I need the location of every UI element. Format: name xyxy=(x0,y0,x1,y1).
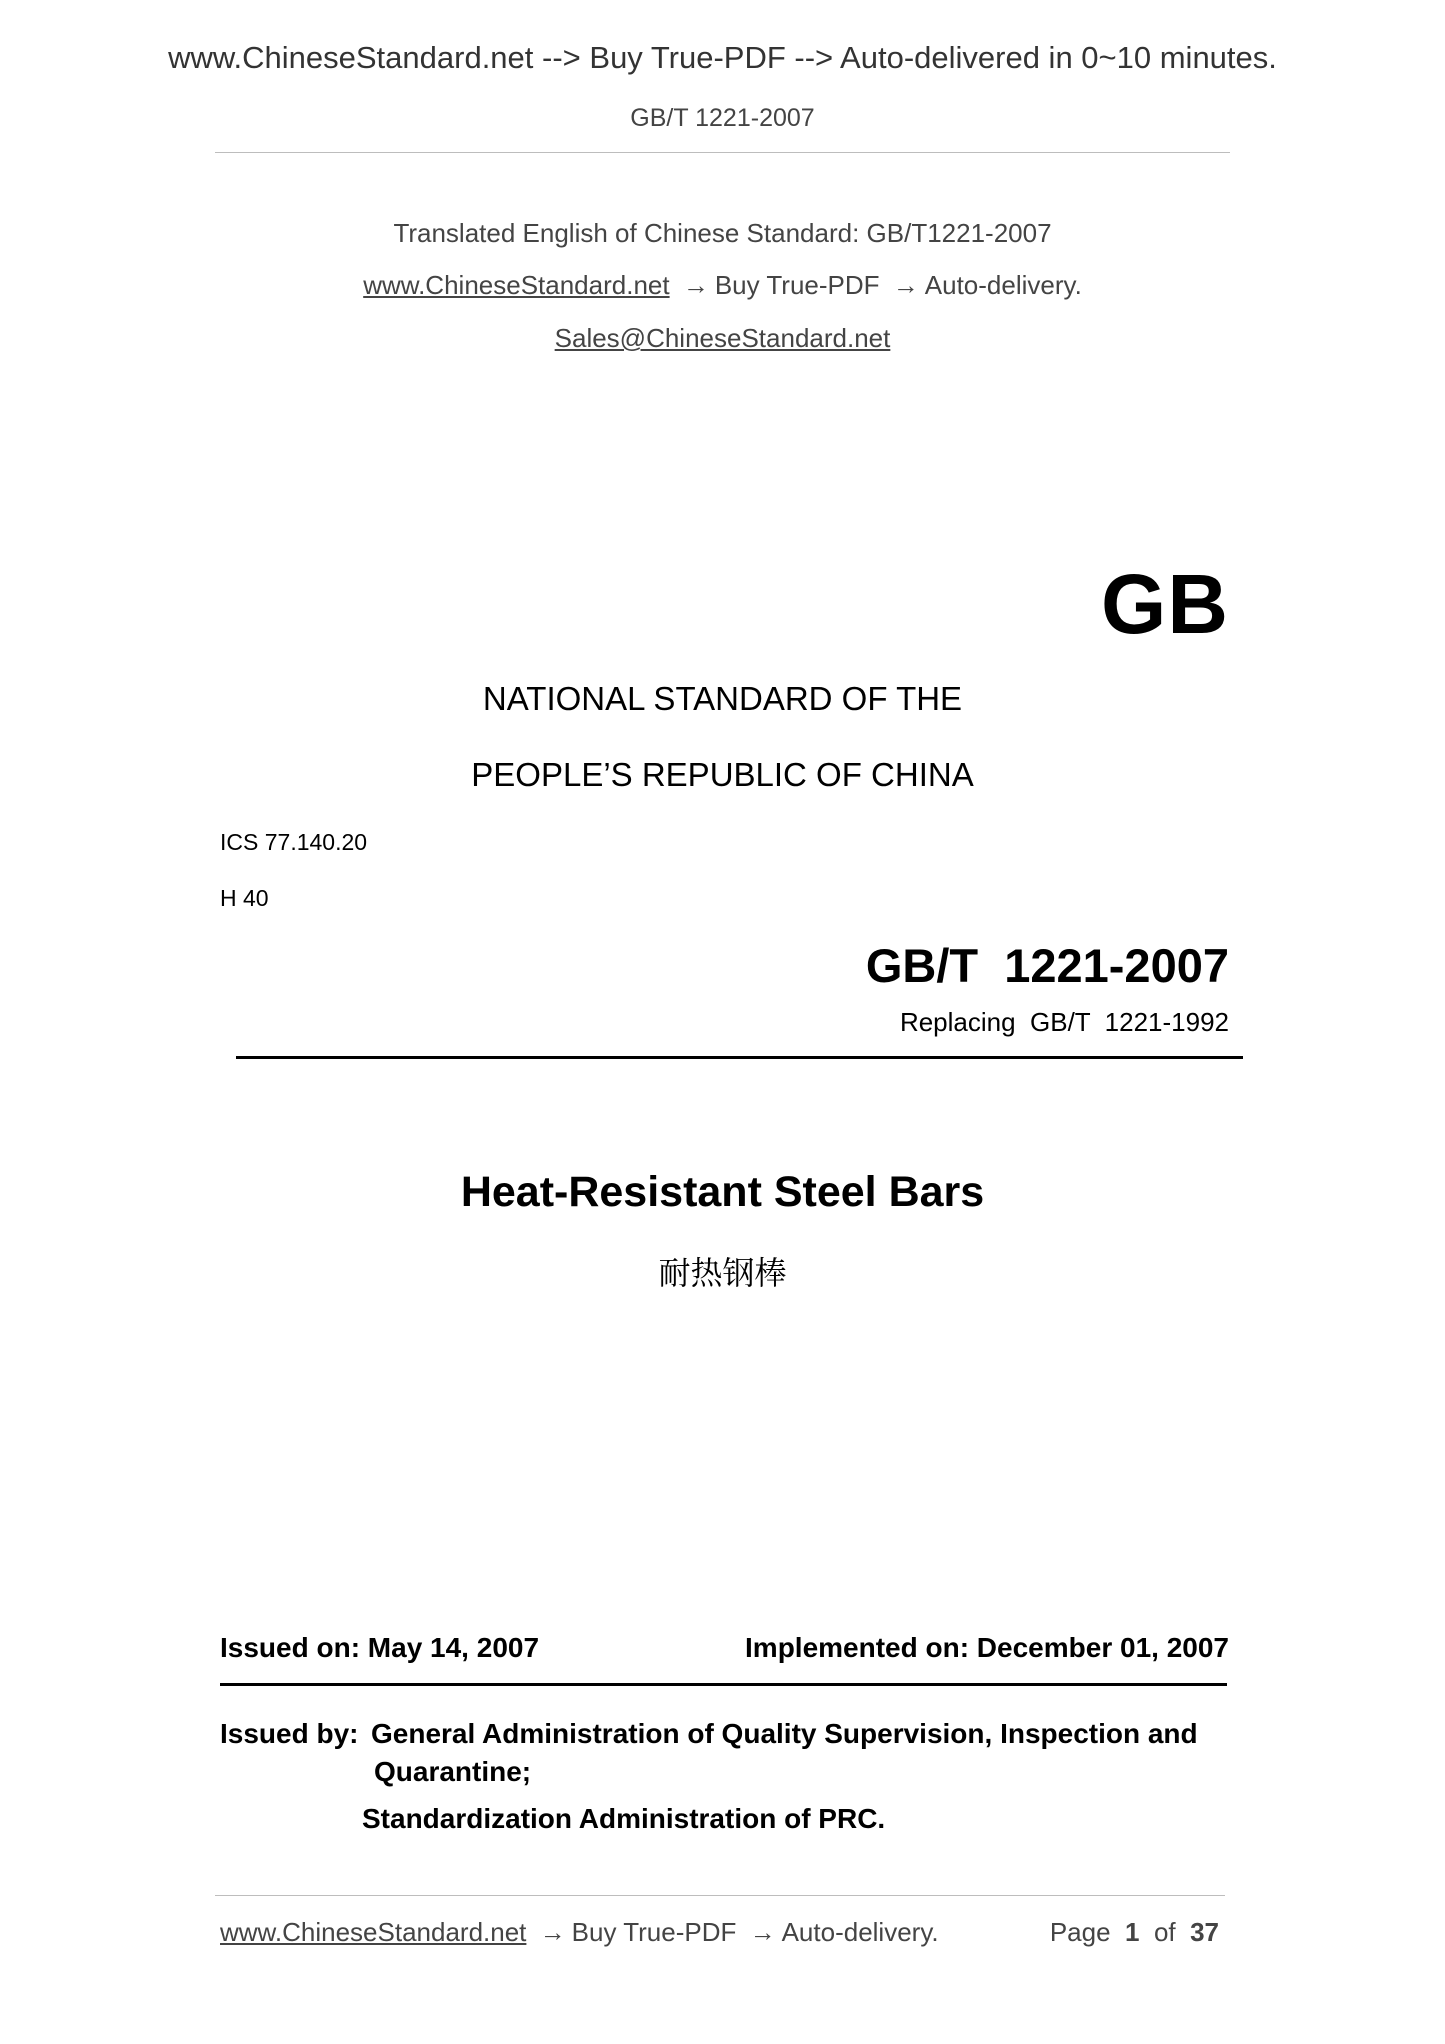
translated-line: Translated English of Chinese Standard: GB/T1221-2007 xyxy=(393,218,1052,248)
cover-top-rule xyxy=(236,1056,1243,1059)
footer-divider xyxy=(215,1895,1225,1896)
arrow-right-icon: → xyxy=(539,1917,566,1947)
issuer-1-line1: General Administration of Quality Supervision, Inspection and xyxy=(371,1718,1198,1749)
issued-on-date: Issued on: May 14, 2007 xyxy=(220,1632,540,1663)
banner-site-link[interactable]: www.ChineseStandard.net xyxy=(168,40,534,75)
banner-buy-text: Buy True-PDF xyxy=(589,40,786,75)
footer-auto-text: Auto-delivery. xyxy=(781,1917,939,1947)
cover-bottom-rule xyxy=(220,1683,1227,1686)
header-divider xyxy=(215,152,1230,153)
banner-separator: --> xyxy=(785,40,841,75)
document-title-en: Heat-Resistant Steel Bars xyxy=(460,1168,985,1216)
national-standard-line2: PEOPLE’S REPUBLIC OF CHINA xyxy=(471,756,974,793)
h-code: H 40 xyxy=(220,885,269,911)
intro-auto-text: Auto-delivery. xyxy=(924,270,1082,300)
footer-delivery-line xyxy=(220,1917,939,1948)
of-label: of xyxy=(1153,1917,1176,1947)
issuer-1-line2: Quarantine; xyxy=(374,1756,532,1787)
implemented-on-date: Implemented on: December 01, 2007 xyxy=(745,1632,1229,1663)
page-number: 1 xyxy=(1125,1917,1140,1947)
ics-code: ICS 77.140.20 xyxy=(220,829,368,855)
banner-separator: --> xyxy=(533,40,590,75)
banner-auto-text: Auto-delivered in 0~10 minutes. xyxy=(840,40,1277,75)
page-label: Page xyxy=(1049,1917,1111,1947)
sales-email-link[interactable]: Sales@ChineseStandard.net xyxy=(554,323,891,353)
footer-buy-text: Buy True-PDF xyxy=(571,1917,737,1947)
intro-buy-text: Buy True-PDF xyxy=(714,270,880,300)
footer-site-link[interactable]: www.ChineseStandard.net xyxy=(220,1917,527,1947)
arrow-right-icon: → xyxy=(682,270,709,300)
top-banner xyxy=(0,40,1445,76)
issued-by-label: Issued by: xyxy=(220,1718,359,1749)
replacing-code: Replacing GB/T 1221-1992 xyxy=(899,1007,1229,1037)
page-total: 37 xyxy=(1190,1917,1219,1947)
intro-email-line xyxy=(0,323,1445,354)
document-title-cn: 耐热钢棒 xyxy=(658,1254,787,1292)
standard-code: GB/T 1221-2007 xyxy=(865,939,1229,992)
gb-mark: GB xyxy=(1101,557,1229,651)
header-standard-code: GB/T 1221-2007 xyxy=(630,104,815,132)
arrow-right-icon: → xyxy=(749,1917,776,1947)
national-standard-line1: NATIONAL STANDARD OF THE xyxy=(482,680,963,717)
intro-site-link[interactable]: www.ChineseStandard.net xyxy=(363,270,670,300)
issuer-2: Standardization Administration of PRC. xyxy=(362,1803,886,1834)
page-indicator xyxy=(1050,1917,1219,1948)
arrow-right-icon: → xyxy=(892,270,919,300)
intro-delivery-line xyxy=(0,270,1445,301)
